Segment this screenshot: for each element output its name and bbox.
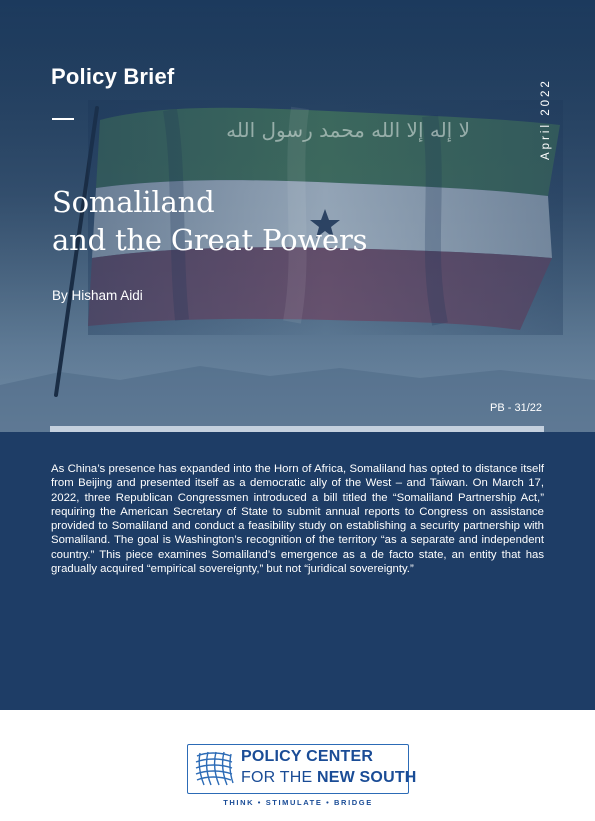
- page-title: [52, 183, 367, 259]
- abstract-text: As China’s presence has expanded into the Horn of Africa, Somaliland has opted to distance itself from Beijing and presented itself as a democratic ally of the West – and Taiwan. On March 17, 2022, three Republican Congressmen introduced a bill titled the “Somaliland Partnership Act,” requiring the American Secretary of State to submit annual reports to Congress on assistance provided to Somaliland and conduct a feasibility study on establishing a security partnership with Somaliland. The goal is Washington’s recognition of the territory “as a separate and independent country.” This piece examines Somaliland’s emergence as a de facto state, an entity that has gradually acquired “empirical sovereignty,” but not “juridical sovereignty.”: [51, 463, 544, 576]
- abstract-section: [0, 432, 595, 710]
- title-line-2: and the Great Powers: [52, 223, 368, 257]
- title-rule: [52, 118, 74, 120]
- publication-date: April 2022: [540, 78, 552, 160]
- policy-center-logo[interactable]: [187, 744, 417, 794]
- title-line-1: Somaliland: [52, 185, 215, 219]
- brief-number: PB - 31/22: [490, 402, 542, 414]
- org-name-emphasis: NEW SOUTH: [316, 769, 417, 786]
- flag-calligraphy: لا إله إلا الله محمد رسول الله: [226, 118, 470, 142]
- org-name-prefix: FOR THE: [241, 769, 317, 786]
- org-name-line-2: [241, 769, 417, 787]
- series-label: Policy Brief: [51, 64, 175, 89]
- globe-mesh-icon: [194, 750, 234, 787]
- org-name-line-1: POLICY CENTER: [241, 748, 374, 765]
- org-tagline: THINK • STIMULATE • BRIDGE: [223, 798, 373, 807]
- author-byline: By Hisham Aidi: [52, 288, 143, 303]
